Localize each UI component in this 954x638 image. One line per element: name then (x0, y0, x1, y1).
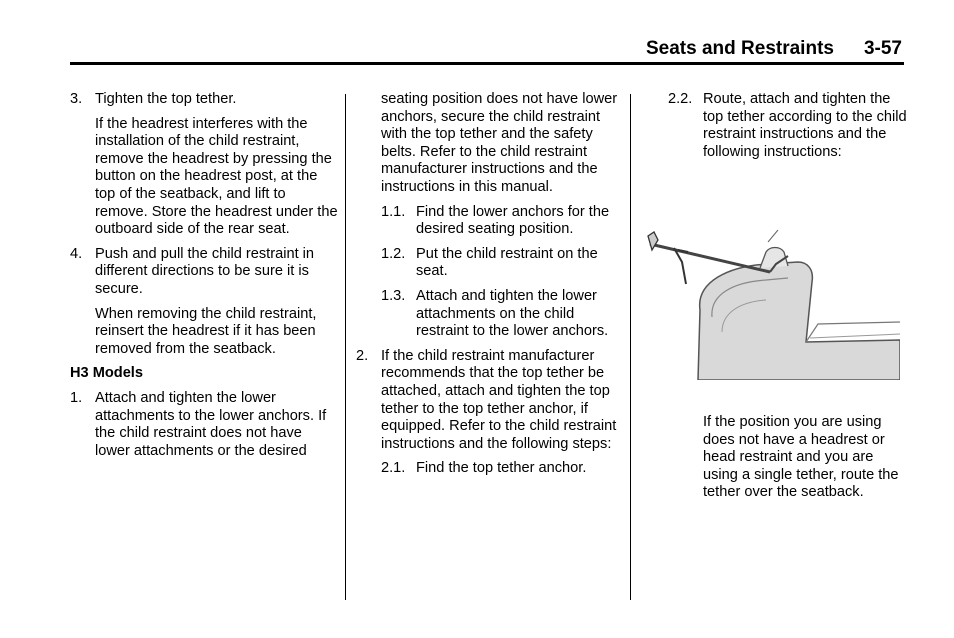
page-number: 3-57 (863, 38, 902, 59)
substep-number: 1.3. (381, 287, 406, 304)
step-number: 3. (70, 91, 83, 107)
substep-text: Find the lower anchors for the desired seating position. (416, 203, 610, 238)
step-3-note: If the headrest interferes with the installation of the child restraint, remove the headrest by pressing the button on the headrest post, at the top of the seatback, and lift to remove. Store the headrest under the outboard side of the rear seat. (95, 115, 338, 238)
step-1-continued: seating position does not have lower anchors, secure the child restraint with the top tether and the safety belts. Refer to the child restraint manufacturer instructions and the instructions in this manual. (381, 91, 618, 195)
step-text: Tighten the top tether. (95, 91, 237, 107)
column-divider (345, 94, 346, 600)
step-4-note: When removing the child restraint, reinsert the headrest if it has been removed from the seatback. (95, 305, 317, 357)
seat-tether-icon (638, 222, 900, 380)
substep-number: 2.2. (668, 91, 693, 107)
substep-text: Find the top tether anchor. (416, 460, 587, 477)
column-divider (630, 94, 631, 600)
substep-number: 1.1. (381, 203, 406, 220)
substep-text: Route, attach and tighten the top tether according to the child restraint instructions and the following instructions: (703, 91, 907, 160)
column-right-note (668, 414, 908, 509)
substep-text: Attach and tighten the lower attachments on the child restraint to the lower anchors. (416, 287, 609, 340)
substep-text: Put the child restraint on the seat. (416, 245, 598, 280)
column-left (70, 91, 338, 467)
substep-2-2 (668, 91, 908, 161)
step-text: Attach and tighten the lower attachments to the lower anchors. If the child restraint does not have lower attachments or the desired (95, 389, 327, 459)
column-right (668, 91, 908, 168)
header-rule (70, 62, 904, 65)
step-2 (356, 348, 624, 454)
substep-number: 2.1. (381, 460, 406, 477)
column-middle (356, 91, 624, 485)
substep-number: 1.2. (381, 245, 406, 262)
step-4 (70, 246, 338, 299)
step-number: 2. (356, 347, 369, 364)
step-number: 4. (70, 245, 83, 262)
tether-note: If the position you are using does not have a headrest or head restraint and you are using a single tether, route the tether over the seatback. (703, 414, 899, 501)
section-title: Seats and Restraints (646, 38, 834, 59)
step-text: If the child restraint manufacturer recommends that the top tether be attached, attach and tighten the top tether to the top tether anchor, if equipped. Refer to the child restraint instructions and the following steps: (381, 347, 617, 452)
substep-2-1 (356, 460, 624, 478)
step-number: 1. (70, 389, 83, 406)
step-1 (70, 390, 338, 460)
subsection-heading: H3 Models (70, 365, 143, 382)
substep-1-2 (356, 246, 624, 281)
substep-1-3 (356, 288, 624, 341)
step-3 (70, 91, 338, 109)
seat-tether-illustration (638, 222, 900, 380)
substep-1-1 (356, 204, 624, 239)
step-text: Push and pull the child restraint in different directions to be sure it is secure. (95, 245, 315, 297)
page-header (646, 38, 902, 60)
